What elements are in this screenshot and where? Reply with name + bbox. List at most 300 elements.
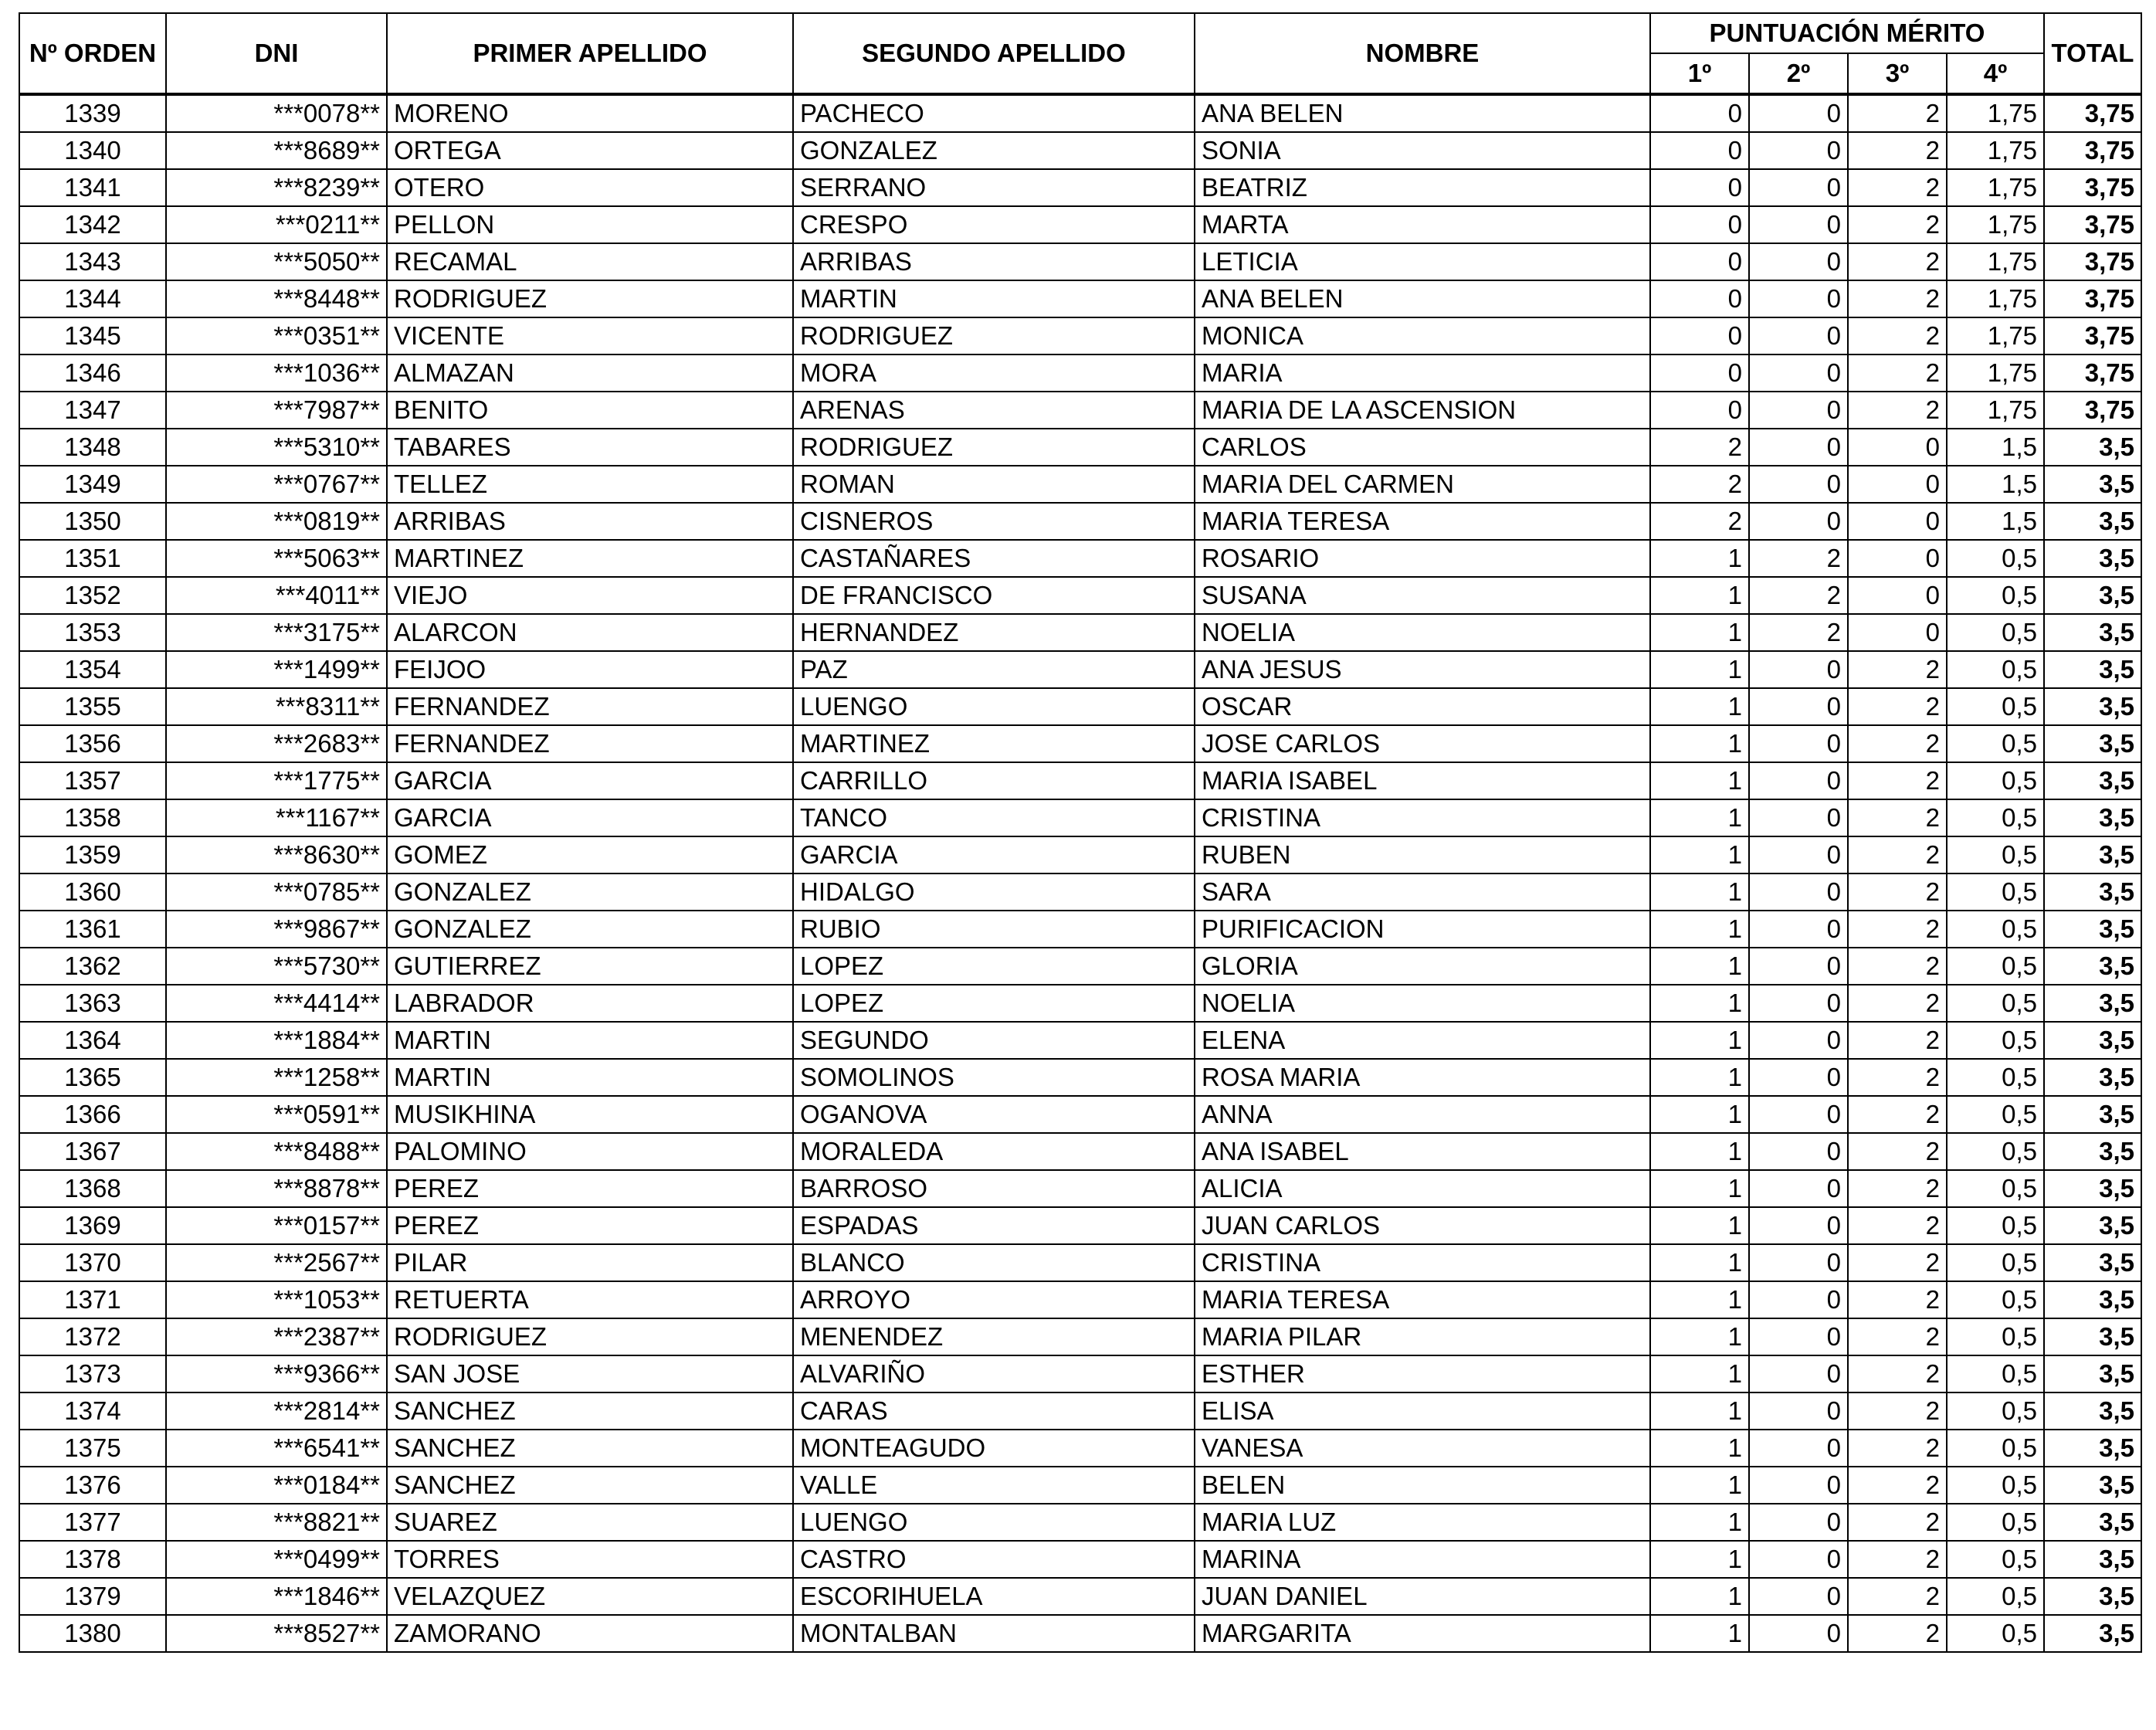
orden-cell: 1376 [19,1467,166,1504]
merit-4-cell: 1,75 [1947,354,2044,392]
segundo-apellido-cell: CRESPO [793,206,1195,243]
merit-1-cell: 1 [1650,688,1749,725]
header-nombre: NOMBRE [1195,13,1650,94]
table-row [19,799,2141,836]
primer-apellido-cell: VELAZQUEZ [387,1578,793,1615]
merit-4-cell: 0,5 [1947,1615,2044,1652]
merit-3-cell: 2 [1848,836,1947,873]
segundo-apellido-cell: LUENGO [793,1504,1195,1541]
table-row [19,540,2141,577]
nombre-cell: MARIA DEL CARMEN [1195,466,1650,503]
primer-apellido-cell: GONZALEZ [387,911,793,948]
merit-1-cell: 1 [1650,1615,1749,1652]
primer-apellido-cell: TABARES [387,429,793,466]
orden-cell: 1378 [19,1541,166,1578]
table-row [19,1096,2141,1133]
primer-apellido-cell: LABRADOR [387,985,793,1022]
primer-apellido-cell: VICENTE [387,317,793,354]
merit-3-cell: 2 [1848,1207,1947,1244]
segundo-apellido-cell: CISNEROS [793,503,1195,540]
merit-1-cell: 1 [1650,614,1749,651]
merit-4-cell: 0,5 [1947,1578,2044,1615]
total-cell: 3,5 [2044,1244,2141,1281]
orden-cell: 1353 [19,614,166,651]
merit-3-cell: 2 [1848,354,1947,392]
merit-1-cell: 1 [1650,1059,1749,1096]
primer-apellido-cell: FERNANDEZ [387,725,793,762]
segundo-apellido-cell: CASTAÑARES [793,540,1195,577]
dni-cell: ***8689** [166,132,387,169]
table-row [19,836,2141,873]
primer-apellido-cell: MUSIKHINA [387,1096,793,1133]
table-row [19,911,2141,948]
dni-cell: ***0157** [166,1207,387,1244]
dni-cell: ***1499** [166,651,387,688]
nombre-cell: SONIA [1195,132,1650,169]
table-row [19,1541,2141,1578]
primer-apellido-cell: RODRIGUEZ [387,1318,793,1355]
primer-apellido-cell: PEREZ [387,1207,793,1244]
merit-3-cell: 2 [1848,985,1947,1022]
merit-3-cell: 2 [1848,1281,1947,1318]
nombre-cell: JOSE CARLOS [1195,725,1650,762]
table-row [19,1615,2141,1652]
dni-cell: ***0184** [166,1467,387,1504]
merit-3-cell: 2 [1848,280,1947,317]
primer-apellido-cell: MORENO [387,94,793,132]
total-cell: 3,75 [2044,280,2141,317]
total-cell: 3,5 [2044,503,2141,540]
merit-1-cell: 0 [1650,392,1749,429]
merit-3-cell: 2 [1848,1541,1947,1578]
dni-cell: ***5050** [166,243,387,280]
merit-2-cell: 0 [1749,1430,1848,1467]
nombre-cell: CRISTINA [1195,799,1650,836]
table-row [19,1207,2141,1244]
dni-cell: ***5063** [166,540,387,577]
total-cell: 3,5 [2044,1467,2141,1504]
segundo-apellido-cell: BLANCO [793,1244,1195,1281]
merit-3-cell: 0 [1848,429,1947,466]
total-cell: 3,5 [2044,1059,2141,1096]
segundo-apellido-cell: CASTRO [793,1541,1195,1578]
merit-2-cell: 0 [1749,799,1848,836]
merit-4-cell: 0,5 [1947,985,2044,1022]
merit-3-cell: 0 [1848,540,1947,577]
total-cell: 3,5 [2044,577,2141,614]
nombre-cell: SARA [1195,873,1650,911]
table-row [19,651,2141,688]
primer-apellido-cell: MARTIN [387,1022,793,1059]
merit-2-cell: 2 [1749,614,1848,651]
orden-cell: 1351 [19,540,166,577]
table-row [19,392,2141,429]
total-cell: 3,5 [2044,1281,2141,1318]
merit-2-cell: 0 [1749,1244,1848,1281]
merit-2-cell: 0 [1749,503,1848,540]
dni-cell: ***0499** [166,1541,387,1578]
dni-cell: ***0351** [166,317,387,354]
nombre-cell: JUAN DANIEL [1195,1578,1650,1615]
segundo-apellido-cell: MENENDEZ [793,1318,1195,1355]
primer-apellido-cell: ARRIBAS [387,503,793,540]
nombre-cell: MARIA DE LA ASCENSION [1195,392,1650,429]
table-row [19,1430,2141,1467]
merit-4-cell: 1,75 [1947,317,2044,354]
dni-cell: ***8239** [166,169,387,206]
primer-apellido-cell: SANCHEZ [387,1392,793,1430]
nombre-cell: SUSANA [1195,577,1650,614]
table-row [19,1244,2141,1281]
table-row [19,1281,2141,1318]
orden-cell: 1377 [19,1504,166,1541]
nombre-cell: CARLOS [1195,429,1650,466]
segundo-apellido-cell: SERRANO [793,169,1195,206]
nombre-cell: LETICIA [1195,243,1650,280]
merit-4-cell: 1,75 [1947,94,2044,132]
dni-cell: ***8488** [166,1133,387,1170]
merit-2-cell: 0 [1749,762,1848,799]
merit-1-cell: 1 [1650,577,1749,614]
merit-2-cell: 0 [1749,94,1848,132]
table-row [19,762,2141,799]
total-cell: 3,5 [2044,1170,2141,1207]
merit-4-cell: 0,5 [1947,1170,2044,1207]
orden-cell: 1345 [19,317,166,354]
orden-cell: 1344 [19,280,166,317]
merit-2-cell: 0 [1749,651,1848,688]
nombre-cell: BELEN [1195,1467,1650,1504]
orden-cell: 1366 [19,1096,166,1133]
orden-cell: 1343 [19,243,166,280]
header-merit-2: 2º [1749,53,1848,94]
merit-3-cell: 2 [1848,1244,1947,1281]
total-cell: 3,5 [2044,948,2141,985]
header-primer-apellido: PRIMER APELLIDO [387,13,793,94]
merit-1-cell: 1 [1650,873,1749,911]
nombre-cell: ANA BELEN [1195,94,1650,132]
orden-cell: 1347 [19,392,166,429]
primer-apellido-cell: PELLON [387,206,793,243]
merit-2-cell: 0 [1749,1392,1848,1430]
merit-1-cell: 1 [1650,1096,1749,1133]
merit-3-cell: 2 [1848,1615,1947,1652]
primer-apellido-cell: TELLEZ [387,466,793,503]
segundo-apellido-cell: ARROYO [793,1281,1195,1318]
orden-cell: 1361 [19,911,166,948]
merit-2-cell: 0 [1749,243,1848,280]
nombre-cell: ANA ISABEL [1195,1133,1650,1170]
merit-2-cell: 0 [1749,1578,1848,1615]
merit-3-cell: 2 [1848,725,1947,762]
merit-1-cell: 1 [1650,1355,1749,1392]
primer-apellido-cell: OTERO [387,169,793,206]
merit-1-cell: 1 [1650,948,1749,985]
nombre-cell: JUAN CARLOS [1195,1207,1650,1244]
dni-cell: ***8878** [166,1170,387,1207]
segundo-apellido-cell: PAZ [793,651,1195,688]
segundo-apellido-cell: SOMOLINOS [793,1059,1195,1096]
merit-4-cell: 0,5 [1947,836,2044,873]
dni-cell: ***3175** [166,614,387,651]
header-dni: DNI [166,13,387,94]
merit-1-cell: 2 [1650,466,1749,503]
table-row [19,243,2141,280]
header-orden: Nº ORDEN [19,13,166,94]
merit-3-cell: 2 [1848,94,1947,132]
primer-apellido-cell: SAN JOSE [387,1355,793,1392]
table-row [19,1504,2141,1541]
merit-1-cell: 1 [1650,762,1749,799]
merit-3-cell: 2 [1848,1392,1947,1430]
nombre-cell: MARTA [1195,206,1650,243]
merit-2-cell: 0 [1749,429,1848,466]
orden-cell: 1363 [19,985,166,1022]
merit-3-cell: 2 [1848,1133,1947,1170]
table-row [19,1133,2141,1170]
merit-4-cell: 0,5 [1947,799,2044,836]
nombre-cell: ANA JESUS [1195,651,1650,688]
merit-3-cell: 2 [1848,392,1947,429]
dni-cell: ***6541** [166,1430,387,1467]
header-puntuacion-merito: PUNTUACIÓN MÉRITO [1650,13,2044,53]
dni-cell: ***9366** [166,1355,387,1392]
table-row [19,132,2141,169]
merit-3-cell: 2 [1848,688,1947,725]
dni-cell: ***1846** [166,1578,387,1615]
merit-4-cell: 0,5 [1947,651,2044,688]
merit-4-cell: 0,5 [1947,1355,2044,1392]
merit-3-cell: 2 [1848,1059,1947,1096]
nombre-cell: OSCAR [1195,688,1650,725]
orden-cell: 1365 [19,1059,166,1096]
merit-1-cell: 1 [1650,1578,1749,1615]
nombre-cell: NOELIA [1195,614,1650,651]
total-cell: 3,5 [2044,836,2141,873]
table-row [19,169,2141,206]
nombre-cell: MARIA PILAR [1195,1318,1650,1355]
segundo-apellido-cell: GARCIA [793,836,1195,873]
merit-2-cell: 0 [1749,1615,1848,1652]
merit-4-cell: 1,5 [1947,503,2044,540]
total-cell: 3,75 [2044,132,2141,169]
segundo-apellido-cell: HIDALGO [793,873,1195,911]
merit-2-cell: 0 [1749,169,1848,206]
nombre-cell: GLORIA [1195,948,1650,985]
nombre-cell: MARIA [1195,354,1650,392]
dni-cell: ***0211** [166,206,387,243]
merit-3-cell: 2 [1848,1578,1947,1615]
merit-4-cell: 0,5 [1947,540,2044,577]
merit-1-cell: 1 [1650,911,1749,948]
merit-1-cell: 1 [1650,1281,1749,1318]
segundo-apellido-cell: ESCORIHUELA [793,1578,1195,1615]
total-cell: 3,5 [2044,466,2141,503]
table-row [19,1578,2141,1615]
dni-cell: ***2683** [166,725,387,762]
segundo-apellido-cell: PACHECO [793,94,1195,132]
merit-2-cell: 0 [1749,1355,1848,1392]
merit-score-table [19,12,2142,1653]
orden-cell: 1356 [19,725,166,762]
merit-1-cell: 0 [1650,169,1749,206]
merit-1-cell: 0 [1650,317,1749,354]
orden-cell: 1346 [19,354,166,392]
merit-2-cell: 0 [1749,836,1848,873]
merit-3-cell: 2 [1848,243,1947,280]
total-cell: 3,5 [2044,429,2141,466]
orden-cell: 1341 [19,169,166,206]
merit-2-cell: 0 [1749,1133,1848,1170]
dni-cell: ***2567** [166,1244,387,1281]
merit-2-cell: 0 [1749,1207,1848,1244]
total-cell: 3,5 [2044,1430,2141,1467]
nombre-cell: ANNA [1195,1096,1650,1133]
primer-apellido-cell: MARTIN [387,1059,793,1096]
table-row [19,688,2141,725]
total-cell: 3,5 [2044,1615,2141,1652]
merit-2-cell: 0 [1749,873,1848,911]
merit-4-cell: 0,5 [1947,725,2044,762]
merit-3-cell: 2 [1848,1022,1947,1059]
nombre-cell: ELISA [1195,1392,1650,1430]
segundo-apellido-cell: LOPEZ [793,948,1195,985]
merit-1-cell: 1 [1650,1467,1749,1504]
merit-2-cell: 0 [1749,392,1848,429]
total-cell: 3,5 [2044,1318,2141,1355]
merit-3-cell: 0 [1848,503,1947,540]
total-cell: 3,5 [2044,762,2141,799]
merit-4-cell: 0,5 [1947,1207,2044,1244]
dni-cell: ***1167** [166,799,387,836]
table-row [19,1318,2141,1355]
dni-cell: ***0591** [166,1096,387,1133]
table-row [19,94,2141,132]
merit-4-cell: 0,5 [1947,1504,2044,1541]
dni-cell: ***8527** [166,1615,387,1652]
orden-cell: 1357 [19,762,166,799]
segundo-apellido-cell: TANCO [793,799,1195,836]
merit-3-cell: 2 [1848,911,1947,948]
nombre-cell: PURIFICACION [1195,911,1650,948]
dni-cell: ***0785** [166,873,387,911]
segundo-apellido-cell: RODRIGUEZ [793,317,1195,354]
merit-4-cell: 0,5 [1947,1059,2044,1096]
merit-1-cell: 1 [1650,651,1749,688]
merit-3-cell: 2 [1848,873,1947,911]
table-row [19,429,2141,466]
orden-cell: 1371 [19,1281,166,1318]
merit-3-cell: 2 [1848,651,1947,688]
orden-cell: 1379 [19,1578,166,1615]
primer-apellido-cell: GARCIA [387,762,793,799]
merit-3-cell: 2 [1848,1504,1947,1541]
merit-3-cell: 2 [1848,1467,1947,1504]
orden-cell: 1373 [19,1355,166,1392]
table-row [19,206,2141,243]
merit-1-cell: 1 [1650,1430,1749,1467]
merit-1-cell: 1 [1650,725,1749,762]
total-cell: 3,75 [2044,243,2141,280]
merit-2-cell: 0 [1749,1281,1848,1318]
merit-4-cell: 1,75 [1947,206,2044,243]
merit-2-cell: 2 [1749,540,1848,577]
merit-1-cell: 0 [1650,94,1749,132]
dni-cell: ***8448** [166,280,387,317]
nombre-cell: MARINA [1195,1541,1650,1578]
orden-cell: 1367 [19,1133,166,1170]
total-cell: 3,75 [2044,317,2141,354]
merit-4-cell: 0,5 [1947,948,2044,985]
merit-4-cell: 0,5 [1947,1022,2044,1059]
primer-apellido-cell: SANCHEZ [387,1430,793,1467]
table-row [19,1022,2141,1059]
dni-cell: ***2814** [166,1392,387,1430]
table-row [19,1355,2141,1392]
primer-apellido-cell: MARTINEZ [387,540,793,577]
orden-cell: 1370 [19,1244,166,1281]
merit-1-cell: 1 [1650,1541,1749,1578]
merit-1-cell: 1 [1650,799,1749,836]
orden-cell: 1375 [19,1430,166,1467]
dni-cell: ***8821** [166,1504,387,1541]
merit-1-cell: 1 [1650,836,1749,873]
primer-apellido-cell: GOMEZ [387,836,793,873]
segundo-apellido-cell: GONZALEZ [793,132,1195,169]
merit-2-cell: 0 [1749,132,1848,169]
total-cell: 3,75 [2044,392,2141,429]
table-row [19,466,2141,503]
dni-cell: ***4011** [166,577,387,614]
merit-1-cell: 1 [1650,1504,1749,1541]
table-row [19,354,2141,392]
nombre-cell: ROSA MARIA [1195,1059,1650,1096]
total-cell: 3,75 [2044,354,2141,392]
merit-4-cell: 1,5 [1947,466,2044,503]
table-row [19,1467,2141,1504]
merit-3-cell: 2 [1848,1096,1947,1133]
merit-1-cell: 1 [1650,1318,1749,1355]
merit-1-cell: 1 [1650,540,1749,577]
primer-apellido-cell: VIEJO [387,577,793,614]
segundo-apellido-cell: HERNANDEZ [793,614,1195,651]
total-cell: 3,5 [2044,985,2141,1022]
dni-cell: ***0767** [166,466,387,503]
segundo-apellido-cell: BARROSO [793,1170,1195,1207]
segundo-apellido-cell: MARTINEZ [793,725,1195,762]
nombre-cell: MONICA [1195,317,1650,354]
primer-apellido-cell: ORTEGA [387,132,793,169]
table-row [19,1059,2141,1096]
total-cell: 3,5 [2044,1541,2141,1578]
merit-2-cell: 0 [1749,206,1848,243]
segundo-apellido-cell: SEGUNDO [793,1022,1195,1059]
orden-cell: 1368 [19,1170,166,1207]
dni-cell: ***8311** [166,688,387,725]
merit-4-cell: 0,5 [1947,1541,2044,1578]
nombre-cell: ANA BELEN [1195,280,1650,317]
table-row [19,577,2141,614]
table-row [19,614,2141,651]
nombre-cell: ELENA [1195,1022,1650,1059]
table-row [19,948,2141,985]
table-row [19,725,2141,762]
table-row [19,985,2141,1022]
segundo-apellido-cell: DE FRANCISCO [793,577,1195,614]
segundo-apellido-cell: ROMAN [793,466,1195,503]
nombre-cell: MARIA ISABEL [1195,762,1650,799]
orden-cell: 1380 [19,1615,166,1652]
